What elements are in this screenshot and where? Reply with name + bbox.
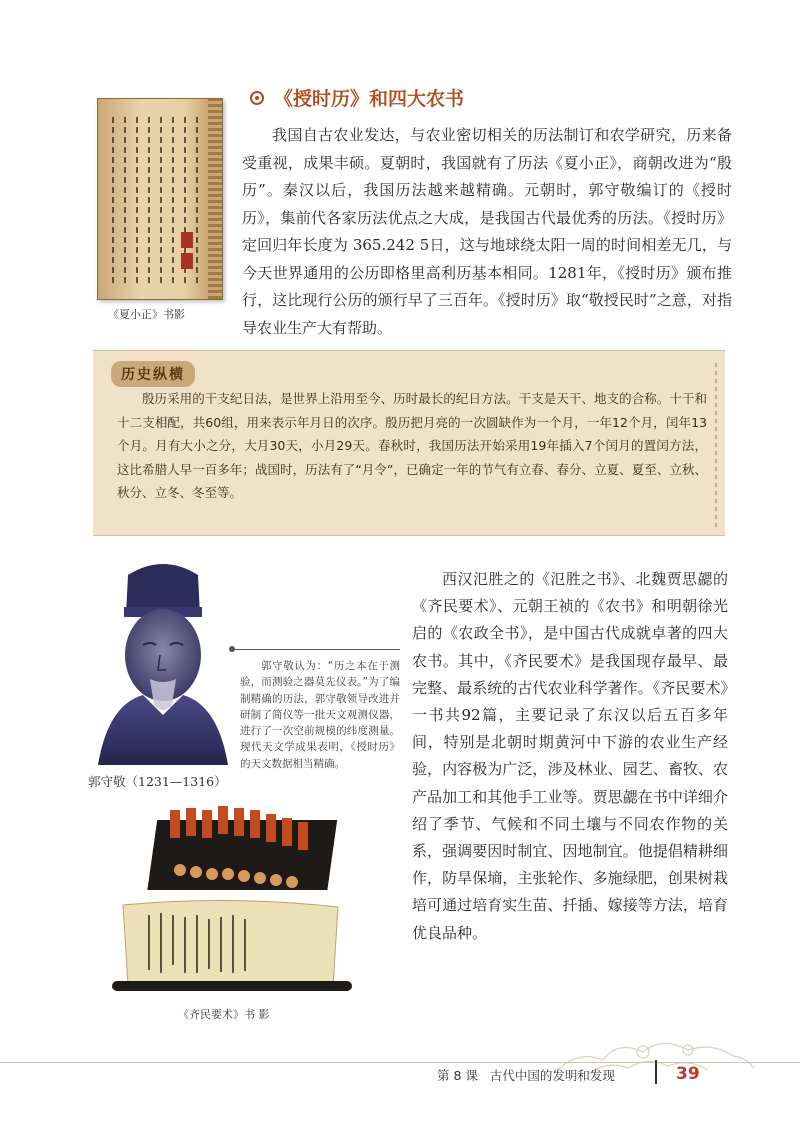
target-icon xyxy=(250,91,264,105)
xia-xiao-zheng-book-image xyxy=(97,98,223,300)
calendar-paragraph: 我国自古农业发达，与农业密切相关的历法制订和农学研究，历来备受重视，成果丰硕。夏朝时，我国就有了历法《夏小正》，商朝改进为“殷历”。秦汉以后，我国历法越来越精确。元朝时，郭守敬编订的《授时历》，集前代各家历法优点之大成，是我国古代最优秀的历法。《授时历》定回归年长度为 365.242 5日，这与地球绕太阳一周的时间相差无几，与今天世界通用的公历即格里高利历基本相同。1281年，《授时历》颁布推行，这比现行公历的颁行早了三百年。《授时历》取“敬授民时”之意，对指导农业生产大有帮助。 xyxy=(242,126,732,337)
history-box xyxy=(93,350,725,536)
footer-chapter xyxy=(437,1066,615,1084)
portrait-caption: 郭守敬（1231—1316） xyxy=(88,774,227,789)
history-text: 殷历采用的干支纪日法，是世界上沿用至今、历时最长的纪日方法。干支是天干、地支的合称。十干和十二支相配，共60组，用来表示年月日的次序。殷历把月亮的一次圆缺作为一个月，一年12个月，闰年13个月。月有大小之分，大月30天，小月29天。春秋时，我国历法开始采用19年插入7个闰月的置闰方法，这比希腊人早一百多年；战国时，历法有了“月令”，已确定一年的节气有立春、春分、立夏、夏至、立秋、秋分、立冬、冬至等。 xyxy=(117,391,707,500)
agriculture-books-paragraph: 西汉氾胜之的《氾胜之书》、北魏贾思勰的《齐民要术》、元朝王祯的《农书》和明朝徐光启的《农政全书》，是中国古代成就卓著的四大农书。其中，《齐民要术》是我国现存最早、最完整、最系统的古代农业科学著作。《齐民要术》一书共92篇，主要记录了东汉以后五百多年间，特别是北朝时期黄河中下游的农业生产经验，内容极为广泛，涉及林业、园艺、畜牧、农产品加工和其他手工业等。贾思勰在书中详细介绍了季节、气候和不同土壤与不同农作物的关系，强调要因时制宜、因地制宜。他提倡精耕细作，防旱保墒，主张轮作、多施绿肥，创果树栽培可通过培育实生苗、扦插、嫁接等方法，培育优良品种。 xyxy=(412,570,728,942)
footer-lesson-title: 古代中国的发明和发现 xyxy=(489,1068,615,1083)
callout-line xyxy=(232,649,400,650)
qimin-image-caption: 《齐民要术》书 影 xyxy=(178,1008,270,1021)
decorative-margin xyxy=(715,359,717,527)
qimin-yaoshu-scroll-image xyxy=(108,895,353,997)
guo-shoujing-statue-image xyxy=(88,555,238,765)
footer-divider xyxy=(655,1060,657,1084)
section-title: 《授时历》和四大农书 xyxy=(274,88,465,110)
book-image-caption: 《夏小正》书影 xyxy=(108,308,185,321)
red-seal-icon xyxy=(180,231,194,271)
page-number: 39 xyxy=(676,1064,700,1084)
history-badge: 历史纵横 xyxy=(111,361,195,387)
footer-rule xyxy=(0,1062,800,1063)
footer-lesson: 第 8 课 xyxy=(437,1068,478,1083)
portrait-quote: 郭守敬认为：“历之本在于测验，而测验之器莫先仪表。”为了编制精确的历法，郭守敬领导改进并研制了简仪等一批天文观测仪器，进行了一次空前规模的纬度测量。现代天文学成果表明，《授时历》的天文数据相当精确。 xyxy=(240,660,400,770)
bamboo-slips-image xyxy=(140,800,340,910)
section-heading xyxy=(250,84,464,111)
